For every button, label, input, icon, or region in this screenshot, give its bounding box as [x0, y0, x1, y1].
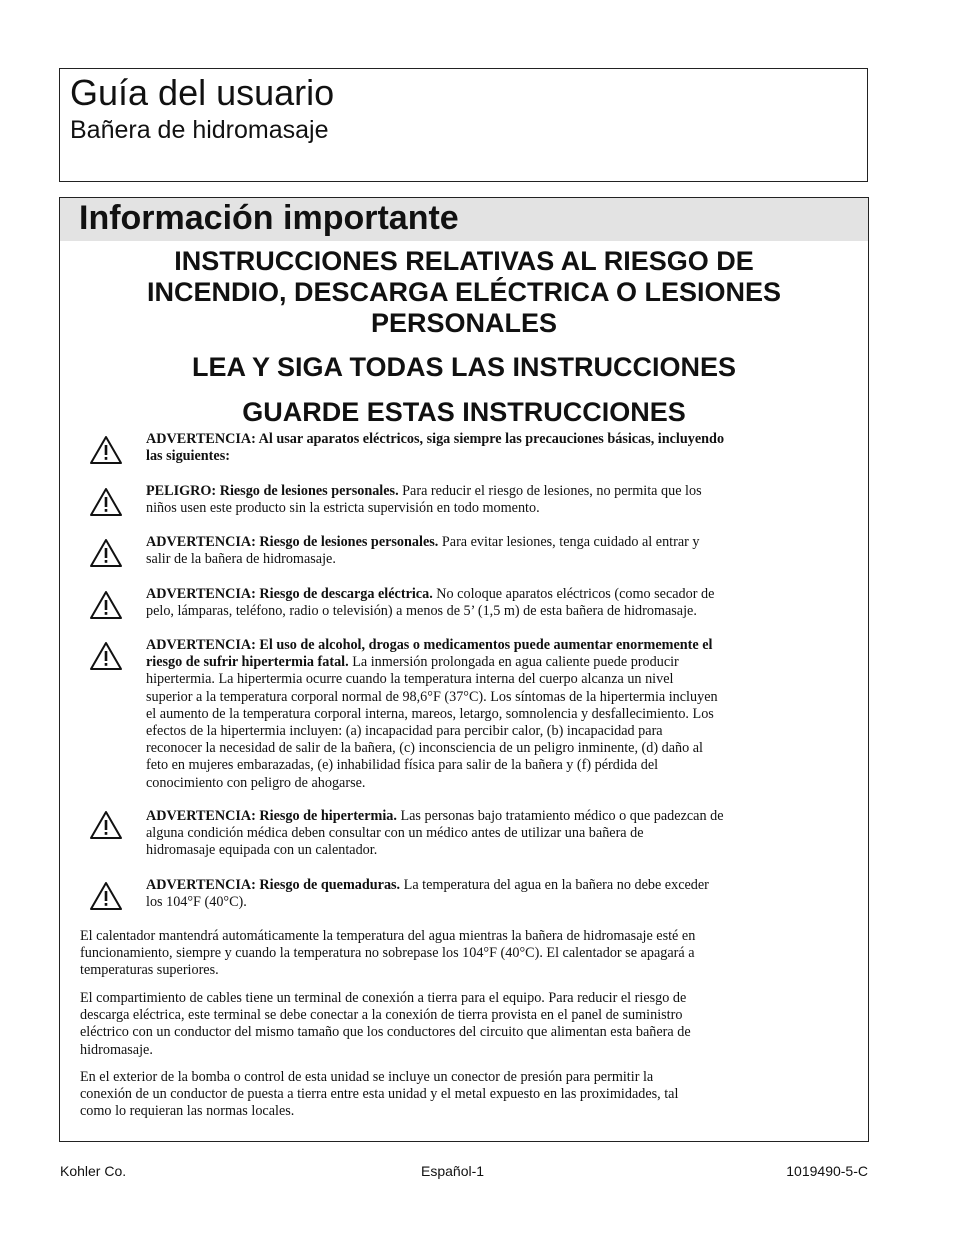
warning-line: las siguientes:	[146, 448, 230, 465]
warning-text	[146, 808, 854, 860]
warning-line: Para reducir el riesgo de lesiones, no permita que los	[398, 483, 702, 499]
risk-heading-line: INSTRUCCIONES RELATIVAS AL RIESGO DE	[174, 246, 754, 276]
warning-triangle-icon	[89, 590, 123, 620]
warning-label: ADVERTENCIA: Riesgo de quemaduras.	[146, 877, 401, 893]
section-header	[60, 198, 868, 241]
section-heading: Información importante	[79, 199, 459, 237]
warning-line: salir de la bañera de hidromasaje.	[146, 551, 336, 568]
warning-text	[146, 586, 854, 620]
warning-triangle-icon	[89, 881, 123, 911]
warning-line: los 104°F (40°C).	[146, 894, 247, 911]
warning-line: superior a la temperatura corporal normal de 98,6°F (37°C). Los síntomas de la hipertermia incluyen	[146, 688, 718, 705]
save-instructions-heading: GUARDE ESTAS INSTRUCCIONES	[242, 397, 686, 427]
warning-line: el aumento de la temperatura corporal interna, mareos, letargo, somnolencia y desfallecimiento. Los	[146, 705, 714, 722]
warning-line: pelo, lámparas, teléfono, radio o televisión) a menos de 5’ (1,5 m) de esta bañera de hidromasaje.	[146, 603, 697, 620]
warning-text	[146, 431, 854, 465]
warning-line: alguna condición médica deben consultar con un médico antes de utilizar una bañera de	[146, 825, 644, 842]
paragraph-line: En el exterior de la bomba o control de esta unidad se incluye un conector de presión para permitir la	[80, 1069, 654, 1085]
warning-line: La inmersión prolongada en agua caliente puede producir	[348, 654, 679, 671]
paragraph-line: funcionamiento, siempre y cuando la temperatura no sobrepase los 104°F (40°C). El calentador se apagará a	[80, 945, 695, 962]
paragraph-line: eléctrico con un conductor del mismo tamaño que los conductores del circuito que alimentan esta bañera de	[80, 1024, 691, 1041]
warning-line: ADVERTENCIA: Al usar aparatos eléctricos, siga siempre las precauciones básicas, incluyendo	[146, 431, 725, 447]
body-paragraph	[80, 928, 852, 980]
risk-instructions-heading	[60, 246, 868, 339]
warning-text	[146, 534, 854, 568]
warning-text	[146, 483, 854, 517]
risk-heading-line: PERSONALES	[370, 308, 558, 338]
warning-line: feto en mujeres embarazadas, (e) inhabilidad física para salir de la bañera y (f) pérdida del	[146, 757, 659, 774]
warning-triangle-icon	[89, 641, 123, 671]
warning-label: PELIGRO: Riesgo de lesiones personales.	[146, 483, 399, 499]
body-paragraph	[80, 1069, 852, 1121]
warning-label: ADVERTENCIA: Riesgo de lesiones personales.	[146, 534, 439, 550]
document-title: Guía del usuario	[70, 72, 335, 113]
footer-company: Kohler Co.	[60, 1163, 127, 1179]
paragraph-line: descarga eléctrica, este terminal se debe conectar a la conexión de tierra provista en el panel de suministro	[80, 1007, 683, 1024]
warning-label: ADVERTENCIA: Riesgo de hipertermia.	[146, 808, 397, 824]
warning-line: hipertermia. La hipertermia ocurre cuando la temperatura interna del cuerpo alcanza un nivel	[146, 671, 674, 688]
paragraph-line: temperaturas superiores.	[80, 962, 219, 979]
warning-line: niños usen este producto sin la estricta supervisión en todo momento.	[146, 500, 540, 517]
warning-line: Para evitar lesiones, tenga cuidado al entrar y	[438, 534, 700, 550]
warning-line: reconocer la necesidad de salir de la bañera, (c) inconsciencia de un peligro inminente, (d) daño al	[146, 740, 703, 757]
document-subtitle: Bañera de hidromasaje	[70, 116, 329, 144]
paragraph-line: como lo requieran las normas locales.	[80, 1103, 295, 1120]
warning-triangle-icon	[89, 810, 123, 840]
warning-triangle-icon	[89, 487, 123, 517]
paragraph-line: hidromasaje.	[80, 1041, 153, 1058]
paragraph-line: El calentador mantendrá automáticamente la temperatura del agua mientras la bañera de hidromasaje esté en	[80, 928, 696, 944]
footer-page-number: Español-1	[421, 1163, 485, 1179]
warning-label: ADVERTENCIA: El uso de alcohol, drogas o medicamentos puede aumentar enormemente el	[146, 637, 713, 653]
footer-doc-number: 1019490-5-C	[786, 1163, 868, 1179]
warning-line: efectos de la hipertermia incluyen: (a) incapacidad para percibir calor, (b) incapacidad para	[146, 723, 663, 740]
warning-text	[146, 877, 854, 911]
title-box	[59, 68, 868, 182]
paragraph-line: conexión de un conductor de puesta a tierra entre esta unidad y el metal expuesto en las proximidades, tal	[80, 1086, 679, 1103]
read-instructions-heading: LEA Y SIGA TODAS LAS INSTRUCCIONES	[191, 352, 737, 382]
important-info-section	[59, 197, 869, 1142]
warning-triangle-icon	[89, 435, 123, 465]
warning-line: Las personas bajo tratamiento médico o que padezcan de	[396, 808, 724, 824]
warning-label: riesgo de sufrir hipertermia fatal.	[146, 654, 349, 671]
warning-line: La temperatura del agua en la bañera no debe exceder	[400, 877, 709, 893]
warning-line: hidromasaje equipada con un calentador.	[146, 842, 378, 859]
page-footer	[60, 1163, 868, 1181]
paragraph-line: El compartimiento de cables tiene un terminal de conexión a tierra para el equipo. Para reducir el riesgo de	[80, 990, 687, 1006]
warning-line: No coloque aparatos eléctricos (como secador de	[432, 586, 715, 602]
warning-line: conocimiento con peligro de ahogarse.	[146, 774, 366, 791]
warning-triangle-icon	[89, 538, 123, 568]
body-paragraph	[80, 990, 852, 1059]
warning-label: ADVERTENCIA: Riesgo de descarga eléctrica.	[146, 586, 433, 602]
risk-heading-line: INCENDIO, DESCARGA ELÉCTRICA O LESIONES	[146, 277, 782, 307]
warning-text	[146, 637, 854, 792]
